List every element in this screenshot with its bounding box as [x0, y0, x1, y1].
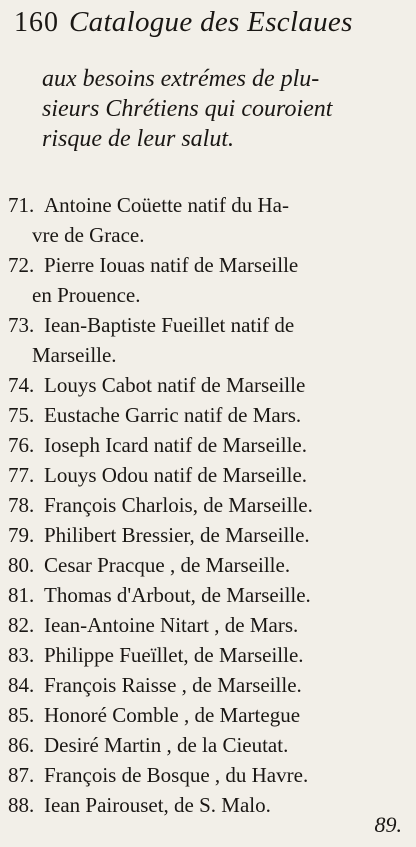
page-header	[14, 6, 410, 42]
entry-number: 79.	[8, 523, 35, 547]
entry-text: Eustache Garric natif de Mars.	[44, 403, 302, 427]
intro-line: risque de leur salut.	[42, 126, 234, 152]
entry-text: Iean-Baptiste Fueillet natif de	[44, 313, 295, 337]
entry-number: 73.	[8, 313, 35, 337]
entry-number: 88.	[8, 793, 35, 817]
entry-line	[8, 400, 412, 430]
entry-number: 87.	[8, 763, 35, 787]
intro-line: aux besoins extrémes de plu-	[42, 66, 320, 92]
list-item	[8, 370, 412, 400]
entry-number: 77.	[8, 463, 35, 487]
entry-number: 85.	[8, 703, 35, 727]
entry-text: Ioseph Icard natif de Marseille.	[44, 433, 307, 457]
entry-line	[8, 790, 412, 820]
intro-line: sieurs Chrétiens qui couroient	[42, 96, 333, 122]
entry-text: Iean Pairouset, de S. Malo.	[44, 793, 271, 817]
entry-number: 71.	[8, 193, 35, 217]
entry-line	[8, 490, 412, 520]
entry-text: Thomas d'Arbout, de Marseille.	[44, 583, 311, 607]
list-item	[8, 640, 412, 670]
entry-continuation: vre de Grace.	[32, 223, 145, 247]
list-item	[8, 610, 412, 640]
entry-text: Philippe Fueïllet, de Marseille.	[44, 643, 304, 667]
entry-line	[8, 700, 412, 730]
entry-text: Desiré Martin , de la Cieutat.	[44, 733, 289, 757]
entry-number: 84.	[8, 673, 35, 697]
catchword: 89.	[374, 812, 402, 837]
entry-line	[8, 610, 412, 640]
entry-line	[8, 550, 412, 580]
running-title: Catalogue des Esclaues	[69, 6, 353, 38]
entry-line	[8, 730, 412, 760]
list-item	[8, 310, 412, 370]
entry-number: 80.	[8, 553, 35, 577]
entry-text: François de Bosque , du Havre.	[44, 763, 309, 787]
list-item	[8, 460, 412, 490]
entry-line	[8, 520, 412, 550]
entry-text: Antoine Coüette natif du Ha-	[44, 193, 289, 217]
list-item	[8, 550, 412, 580]
entry-text: Cesar Pracque , de Marseille.	[44, 553, 291, 577]
list-item	[8, 490, 412, 520]
page-number: 160	[14, 7, 59, 38]
list-item	[8, 190, 412, 250]
entry-text: Honoré Comble , de Martegue	[44, 703, 301, 727]
list-item	[8, 400, 412, 430]
list-item	[8, 670, 412, 700]
entry-line	[8, 640, 412, 670]
entry-number: 74.	[8, 373, 35, 397]
list-item	[8, 760, 412, 790]
entry-text: Philibert Bressier, de Marseille.	[44, 523, 310, 547]
entry-line	[8, 460, 412, 490]
entry-line	[8, 250, 412, 280]
entry-text: François Raisse , de Marseille.	[44, 673, 302, 697]
entry-continuation: Marseille.	[32, 343, 117, 367]
list-item	[8, 580, 412, 610]
entry-line	[8, 310, 412, 340]
entry-number: 72.	[8, 253, 35, 277]
entry-number: 76.	[8, 433, 35, 457]
list-item	[8, 520, 412, 550]
list-item	[8, 430, 412, 460]
entry-number: 86.	[8, 733, 35, 757]
list-item	[8, 790, 412, 820]
entry-line	[8, 370, 412, 400]
entry-text: Iean-Antoine Nitart , de Mars.	[44, 613, 299, 637]
entry-text: Louys Odou natif de Marseille.	[44, 463, 308, 487]
entry-line	[8, 670, 412, 700]
entry-line	[8, 430, 412, 460]
entry-line	[8, 760, 412, 790]
entry-text: François Charlois, de Marseille.	[44, 493, 313, 517]
entry-number: 78.	[8, 493, 35, 517]
list-item	[8, 730, 412, 760]
entry-continuation: en Prouence.	[32, 283, 141, 307]
list-item	[8, 700, 412, 730]
entry-number: 81.	[8, 583, 35, 607]
entry-line	[8, 580, 412, 610]
entry-line	[8, 190, 412, 220]
entry-text: Louys Cabot natif de Marseille	[44, 373, 306, 397]
entry-number: 75.	[8, 403, 35, 427]
entry-text: Pierre Iouas natif de Marseille	[44, 253, 299, 277]
list-item	[8, 250, 412, 310]
entry-number: 82.	[8, 613, 35, 637]
entry-number: 83.	[8, 643, 35, 667]
slave-list	[8, 190, 412, 820]
intro-paragraph	[42, 64, 412, 154]
